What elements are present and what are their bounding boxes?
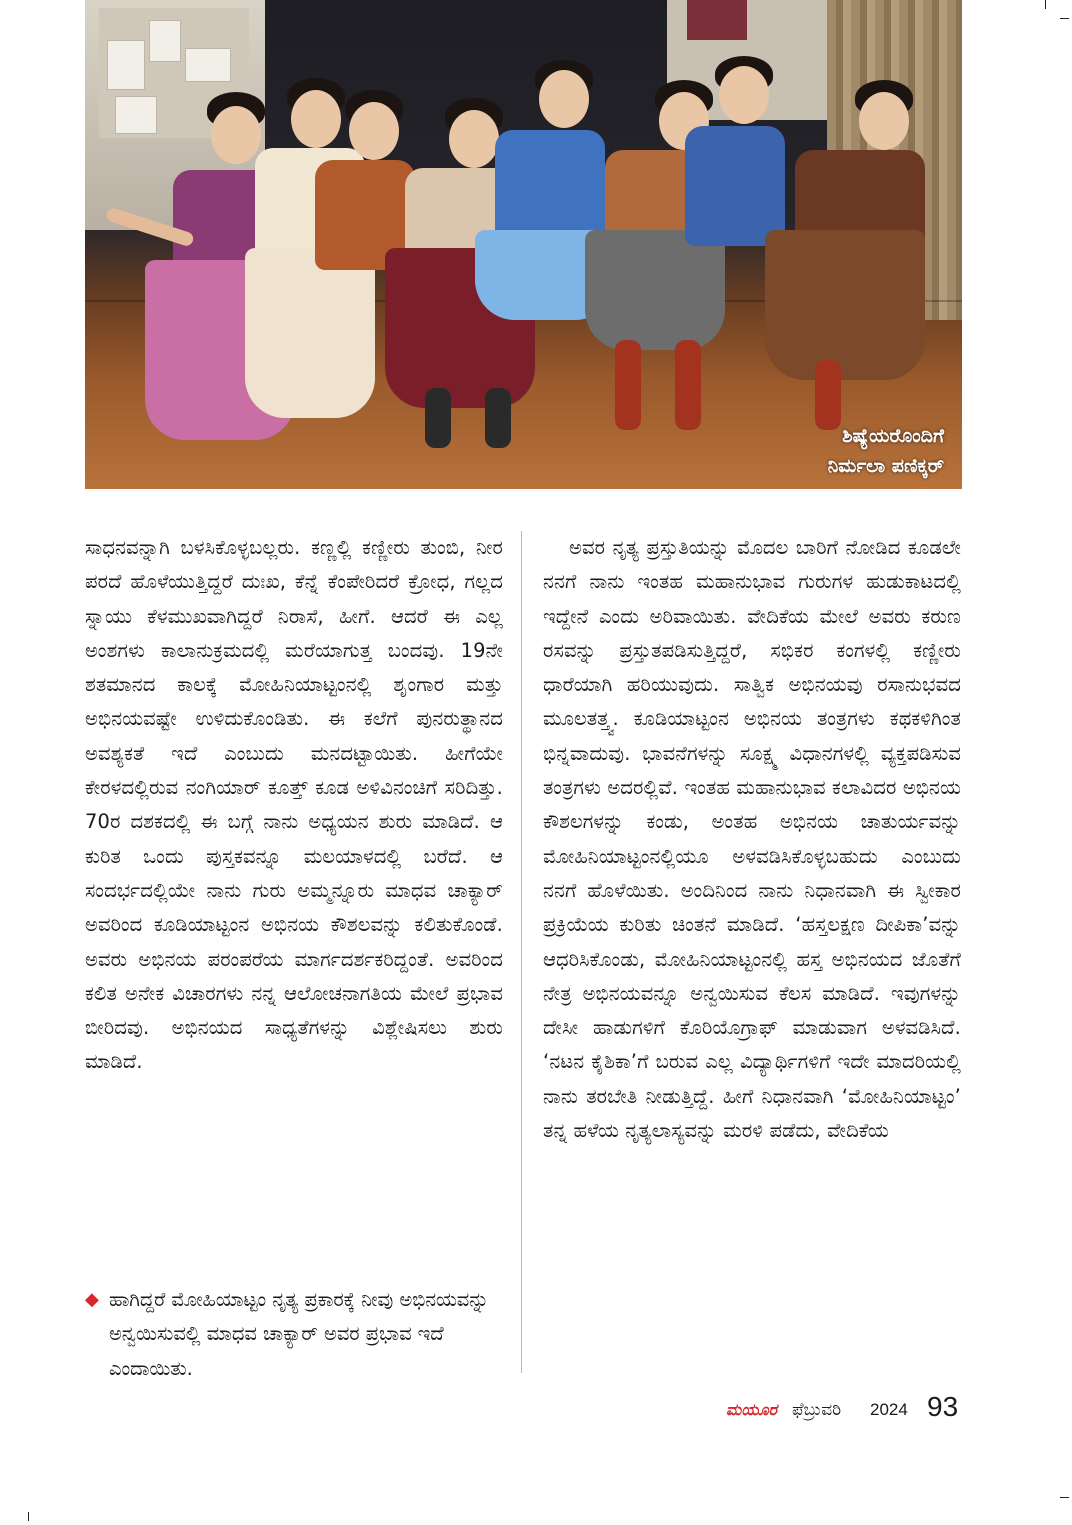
diamond-bullet-icon: ◆ (85, 1289, 99, 1310)
left-column-text: ಸಾಧನವನ್ನಾಗಿ ಬಳಸಿಕೊಳ್ಳಬಲ್ಲರು. ಕಣ್ಣಲ್ಲಿ ಕಣ್ಣೀರು ತುಂಬಿ, ನೀರ ಪರದೆ ಹೊಳೆಯುತ್ತಿದ್ದರೆ ದುಃಖ, ಕೆನ್ನೆ ಕೆಂಪೇರಿದರೆ ಕ್ರೋಧ, ಗಲ್ಲದ ಸ್ನಾಯು ಕೆಳಮುಖವಾಗಿದ್ದರೆ ನಿರಾಸೆ, ಹೀಗೆ. ಆದರೆ ಈ ಎಲ್ಲ ಅಂಶಗಳು ಕಾಲಾನುಕ್ರಮದಲ್ಲಿ ಮರೆಯಾಗುತ್ತ ಬಂದವು. 19ನೇ ಶತಮಾನದ ಕಾಲಕ್ಕೆ ಮೋಹಿನಿಯಾಟ್ಟಂನಲ್ಲಿ ಶೃಂಗಾರ ಮತ್ತು ಅಭಿನಯವಷ್ಟೇ ಉಳಿದುಕೊಂಡಿತು. ಈ ಕಲೆಗೆ ಪುನರುತ್ಥಾನದ ಅವಶ್ಯಕತೆ ಇದೆ ಎಂಬುದು ಮನದಟ್ಟಾಯಿತು. ಹೀಗೆಯೇ ಕೇರಳದಲ್ಲಿರುವ ನಂಗಿಯಾರ್ ಕೂತ್ತ್ ಕೂಡ ಅಳಿವಿನಂಚಿಗೆ ಸರಿದಿತ್ತು. 70ರ ದಶಕದಲ್ಲಿ ಈ ಬಗ್ಗೆ ನಾನು ಅಧ್ಯಯನ ಶುರು ಮಾಡಿದೆ. ಆ ಕುರಿತ ಒಂದು ಪುಸ್ತಕವನ್ನೂ ಮಲಯಾಳದಲ್ಲಿ ಬರೆದೆ. ಆ ಸಂದರ್ಭದಲ್ಲಿಯೇ ನಾನು ಗುರು ಅಮ್ಮನ್ನೂರು ಮಾಧವ ಚಾಕ್ಯಾರ್ ಅವರಿಂದ ಕೂಡಿಯಾಟ್ಟಂನ ಅಭಿನಯ ಕೌಶಲವನ್ನು ಕಲಿತುಕೊಂಡೆ. ಅವರು ಅಭಿನಯ ಪರಂಪರೆಯ ಮಾರ್ಗದರ್ಶಕರಿದ್ದಂತೆ. ಅವರಿಂದ ಕಲಿತ ಅನೇಕ ವಿಚಾರಗಳು ನನ್ನ ಆಲೋಚನಾಗತಿಯ ಮೇಲೆ ಪ್ರಭಾವ ಬೀರಿದವು. ಅಭಿನಯದ ಸಾಧ್ಯತೆಗಳನ್ನು ವಿಶ್ಲೇಷಿಸಲು ಶುರು ಮಾಡಿದೆ. (85, 536, 503, 1074)
interview-question (85, 1283, 515, 1386)
crop-mark-bottom-left (28, 1512, 29, 1521)
column-divider (521, 531, 522, 1373)
photo-caption (828, 421, 944, 481)
photo-poster (687, 0, 747, 40)
article-left-column (85, 531, 503, 1080)
interview-question-text: ಹಾಗಿದ್ದರೆ ಮೋಹಿಯಾಟ್ಟಂ ನೃತ್ಯ ಪ್ರಕಾರಕ್ಕೆ ನೀವು ಅಭಿನಯವನ್ನು ಅನ್ವಯಿಸುವಲ್ಲಿ ಮಾಧವ ಚಾಕ್ಯಾರ್ ಅವರ ಪ್ರಭಾವ ಇದೆ ಎಂದಾಯಿತು. (109, 1288, 489, 1380)
issue-month: ಫೆಬ್ರುವರಿ (792, 1400, 842, 1420)
crop-mark-right-top (1060, 18, 1069, 19)
photo-paper (115, 96, 157, 134)
photo-paper (185, 48, 231, 82)
crop-mark-right-bottom (1060, 1497, 1069, 1498)
photo-caption-line2: ನಿರ್ಮಲಾ ಪಣಿಕ್ಕರ್ (827, 455, 944, 477)
photo-paper (149, 20, 181, 62)
photo-caption-line1: ಶಿಷ್ಯೆಯರೊಂದಿಗೆ (842, 425, 944, 447)
issue-year: 2024 (870, 1400, 908, 1419)
magazine-brand: ಮಯೂರ (726, 1400, 778, 1419)
crop-mark-top-right (1045, 0, 1046, 9)
article-photo (85, 0, 962, 489)
page-footer (726, 1391, 962, 1428)
article-right-column (543, 531, 961, 1148)
page-number: 93 (927, 1391, 959, 1422)
photo-paper (107, 40, 145, 90)
right-column-text: ಅವರ ನೃತ್ಯ ಪ್ರಸ್ತುತಿಯನ್ನು ಮೊದಲ ಬಾರಿಗೆ ನೋಡಿದ ಕೂಡಲೇ ನನಗೆ ನಾನು ಇಂತಹ ಮಹಾನುಭಾವ ಗುರುಗಳ ಹುಡುಕಾಟದಲ್ಲಿ ಇದ್ದೇನೆ ಎಂದು ಅರಿವಾಯಿತು. ವೇದಿಕೆಯ ಮೇಲೆ ಅವರು ಕರುಣ ರಸವನ್ನು ಪ್ರಸ್ತುತಪಡಿಸುತ್ತಿದ್ದರೆ, ಸಭಿಕರ ಕಂಗಳಲ್ಲಿ ಕಣ್ಣೀರು ಧಾರೆಯಾಗಿ ಹರಿಯುವುದು. ಸಾತ್ವಿಕ ಅಭಿನಯವು ರಸಾನುಭವದ ಮೂಲತತ್ತ್ವ. ಕೂಡಿಯಾಟ್ಟಂನ ಅಭಿನಯ ತಂತ್ರಗಳು ಕಥಕಳಿಗಿಂತ ಭಿನ್ನವಾದುವು. ಭಾವನೆಗಳನ್ನು ಸೂಕ್ಷ್ಮ ವಿಧಾನಗಳಲ್ಲಿ ವ್ಯಕ್ತಪಡಿಸುವ ತಂತ್ರಗಳು ಅದರಲ್ಲಿವೆ. ಇಂತಹ ಮಹಾನುಭಾವ ಕಲಾವಿದರ ಅಭಿನಯ ಕೌಶಲಗಳನ್ನು ಕಂಡು, ಅಂತಹ ಅಭಿನಯ ಚಾತುರ್ಯವನ್ನು ಮೋಹಿನಿಯಾಟ್ಟಂನಲ್ಲಿಯೂ ಅಳವಡಿಸಿಕೊಳ್ಳಬಹುದು ಎಂಬುದು ನನಗೆ ಹೊಳೆಯಿತು. ಅಂದಿನಿಂದ ನಾನು ನಿಧಾನವಾಗಿ ಈ ಸ್ವೀಕಾರ ಪ್ರಕ್ರಿಯೆಯ ಕುರಿತು ಚಿಂತನೆ ಮಾಡಿದೆ. ‘ಹಸ್ತಲಕ್ಷಣ ದೀಪಿಕಾ’ವನ್ನು ಆಧರಿಸಿಕೊಂಡು, ಮೋಹಿನಿಯಾಟ್ಟಂನಲ್ಲಿ ಹಸ್ತ ಅಭಿನಯದ ಜೊತೆಗೆ ನೇತ್ರ ಅಭಿನಯವನ್ನೂ ಅನ್ವಯಿಸುವ ಕೆಲಸ ಮಾಡಿದೆ. ಇವುಗಳನ್ನು ದೇಸೀ ಹಾಡುಗಳಿಗೆ ಕೊರಿಯೊಗ್ರಾಫ್ ಮಾಡುವಾಗ ಅಳವಡಿಸಿದೆ. ‘ನಟನ ಕೈಶಿಕಾ’ಗೆ ಬರುವ ಎಲ್ಲ ವಿದ್ಯಾರ್ಥಿಗಳಿಗೆ ಇದೇ ಮಾದರಿಯಲ್ಲಿ ನಾನು ತರಬೇತಿ ನೀಡುತ್ತಿದ್ದೆ. ಹೀಗೆ ನಿಧಾನವಾಗಿ ‘ಮೋಹಿನಿಯಾಟ್ಟಂ’ ತನ್ನ ಹಳೆಯ ನೃತ್ಯಲಾಸ್ಯವನ್ನು ಮರಳಿ ಪಡೆದು, ವೇದಿಕೆಯ (543, 536, 961, 1143)
